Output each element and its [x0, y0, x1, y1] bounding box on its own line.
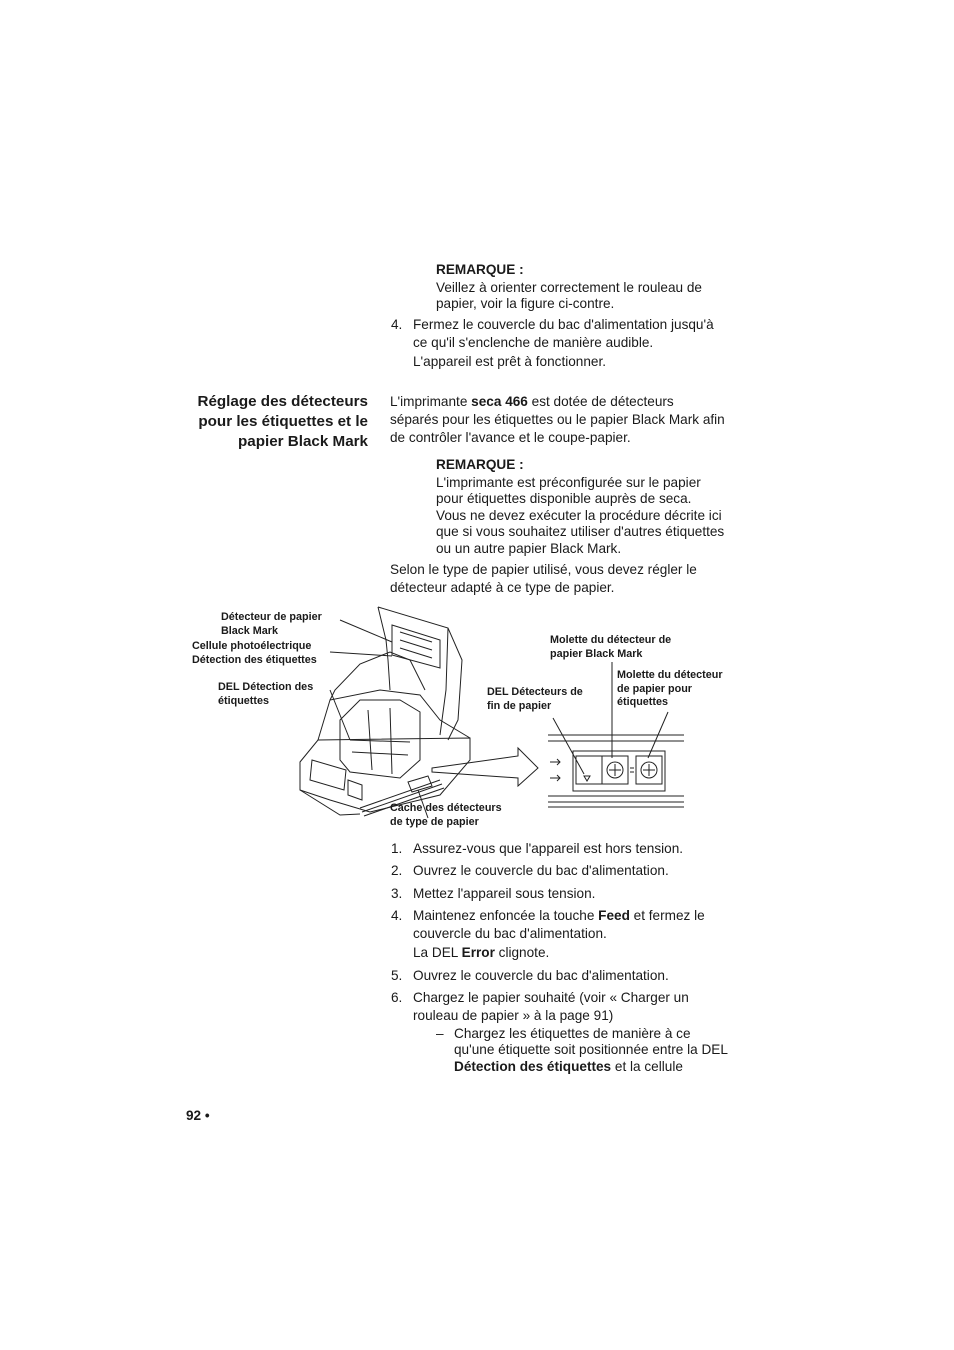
step-text: Maintenez enfoncée la touche Feed et fermez le [413, 908, 705, 923]
label-del-fin-papier: DEL Détecteurs de fin de papier [487, 686, 583, 712]
heading-line: papier Black Mark [238, 433, 368, 450]
model-name: seca 466 [471, 394, 528, 409]
step-text: rouleau de papier » à la page 91) [413, 1008, 614, 1023]
sub-item-text: Chargez les étiquettes de manière à ce qu'une étiquette soit positionnée entre la DEL Détection des étiquettes et la cellule [454, 1026, 728, 1074]
label-molette-etiquettes: Molette du détecteur de papier pour étiquettes [617, 669, 723, 709]
note-line: que si vous souhaitez utiliser d'autres étiquettes [436, 524, 725, 540]
step-number: 4. [391, 317, 403, 332]
note-title: REMARQUE : [436, 262, 524, 277]
label-molette-black-mark: Molette du détecteur de papier Black Mark [550, 634, 672, 660]
page-number: 92 • [186, 1108, 210, 1123]
step-text: Mettez l'appareil sous tension. [413, 886, 596, 901]
label-cache-detecteurs: Cache des détecteurs de type de papier [390, 802, 502, 828]
intro-paragraph: L'imprimante seca 466 est dotée de détecteurs séparés pour les étiquettes ou le papier Black Mark afin de contrôler l'avance et le coupe-papier. [390, 394, 725, 445]
label-detection-etiquettes: Détection des étiquettes [454, 1058, 612, 1074]
step-item [391, 862, 751, 880]
step-text: couvercle du bac d'alimentation. [413, 926, 607, 941]
step-text: La DEL Error clignote. [413, 945, 550, 960]
step-item [391, 885, 751, 903]
dash-bullet: – [436, 1026, 444, 1041]
step-text: Chargez le papier souhaité (voir « Charger un [413, 990, 689, 1005]
step-number: 2. [391, 863, 403, 878]
note-line: Veillez à orienter correctement le rouleau de [436, 280, 702, 295]
step-number: 6. [391, 990, 403, 1005]
note-line: ou un autre papier Black Mark. [436, 540, 622, 556]
step-text: L'appareil est prêt à fonctionner. [413, 354, 607, 369]
step-text: Ouvrez le couvercle du bac d'alimentation. [413, 863, 669, 878]
label-del-detection: DEL Détection des étiquettes [218, 681, 314, 707]
label-cellule-photoelectrique: Cellule photoélectrique Détection des étiquettes [192, 640, 317, 666]
note-line: Vous ne devez exécuter la procédure décrite ici [436, 507, 722, 523]
error-led: Error [461, 945, 495, 960]
note-body [436, 475, 724, 557]
step-text: Ouvrez le couvercle du bac d'alimentation. [413, 968, 669, 983]
feed-key: Feed [598, 908, 630, 923]
step-number: 1. [391, 841, 403, 856]
step-item [391, 316, 751, 372]
step-number: 5. [391, 968, 403, 983]
selon-paragraph: Selon le type de papier utilisé, vous devez régler le détecteur adapté à ce type de papier. [390, 562, 697, 595]
step-item [391, 840, 751, 858]
step-text: Assurez-vous que l'appareil est hors tension. [413, 841, 684, 856]
note-title: REMARQUE : [436, 457, 524, 472]
step-item [391, 989, 751, 1025]
note-line: pour étiquettes disponible auprès de seca. [436, 491, 692, 507]
step-item [391, 967, 751, 985]
step-number: 4. [391, 908, 403, 923]
step-text: Fermez le couvercle du bac d'alimentation jusqu'à [413, 317, 714, 332]
section-heading [150, 392, 368, 452]
label-detecteur-black-mark: Détecteur de papier Black Mark [221, 611, 322, 637]
step-text: ce qu'il s'enclenche de manière audible. [413, 335, 654, 350]
note-line: L'imprimante est préconfigurée sur le papier [436, 475, 701, 490]
note-line: papier, voir la figure ci-contre. [436, 296, 615, 312]
step-item [391, 907, 751, 963]
step-number: 3. [391, 886, 403, 901]
note-body [436, 280, 702, 313]
heading-line: Réglage des détecteurs [197, 393, 368, 410]
heading-line: pour les étiquettes et le [198, 413, 368, 430]
